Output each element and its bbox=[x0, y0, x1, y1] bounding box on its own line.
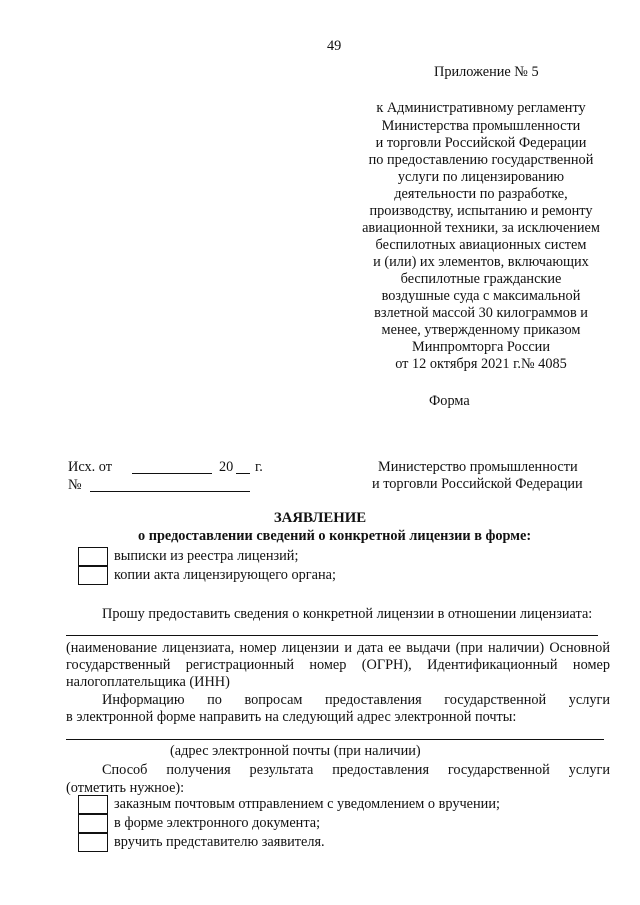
option-copy-checkbox[interactable] bbox=[78, 566, 108, 585]
option-extract-label: выписки из реестра лицензий; bbox=[114, 548, 299, 564]
ref-year-field[interactable] bbox=[236, 473, 250, 474]
document-subtitle: о предоставлении сведений о конкретной лицензии в форме: bbox=[138, 528, 532, 544]
method-line: (отметить нужное): bbox=[66, 780, 185, 796]
appendix-line: от 12 октября 2021 г.№ 4085 bbox=[395, 356, 567, 372]
info-line: в электронной форме направить на следующий адрес электронной почты: bbox=[66, 709, 517, 725]
page-number: 49 bbox=[327, 38, 342, 54]
ref-number-field[interactable] bbox=[90, 491, 250, 492]
request-text: Прошу предоставить сведения о конкретной лицензии в отношении лицензиата: bbox=[102, 606, 593, 622]
appendix-line: менее, утвержденному приказом bbox=[381, 322, 581, 338]
appendix-line: по предоставлению государственной bbox=[368, 152, 594, 168]
email-field[interactable] bbox=[66, 739, 604, 740]
appendix-line: производству, испытанию и ремонту bbox=[369, 203, 593, 219]
appendix-line: деятельности по разработке, bbox=[394, 186, 568, 202]
addressee-line-2: и торговли Российской Федерации bbox=[372, 476, 583, 492]
ref-date-label: Исх. от bbox=[68, 459, 112, 475]
appendix-line: и (или) их элементов, включающих bbox=[373, 254, 589, 270]
appendix-line: Министерства промышленности bbox=[381, 118, 581, 134]
method-mail-checkbox[interactable] bbox=[78, 795, 108, 814]
licensee-field[interactable] bbox=[66, 635, 598, 636]
appendix-line: и торговли Российской Федерации bbox=[375, 135, 587, 151]
method-representative-label: вручить представителю заявителя. bbox=[114, 834, 325, 850]
appendix-line: Минпромторга России bbox=[412, 339, 550, 355]
method-electronic-checkbox[interactable] bbox=[78, 814, 108, 833]
form-label: Форма bbox=[429, 393, 470, 409]
licensee-hint-line: государственный регистрационный номер (ОГРН), Идентификационный номер bbox=[66, 657, 610, 673]
method-line: Способ получения результата предоставления государственной услуги bbox=[102, 762, 610, 778]
appendix-line: беспилотных авиационных систем bbox=[375, 237, 587, 253]
info-line: Информацию по вопросам предоставления государственной услуги bbox=[102, 692, 610, 708]
appendix-title: Приложение № 5 bbox=[434, 64, 539, 80]
appendix-line: взлетной массой 30 килограммов и bbox=[374, 305, 588, 321]
option-copy-label: копии акта лицензирующего органа; bbox=[114, 567, 336, 583]
option-extract-checkbox[interactable] bbox=[78, 547, 108, 566]
appendix-line: воздушные суда с максимальной bbox=[381, 288, 581, 304]
ref-date-field[interactable] bbox=[132, 473, 212, 474]
addressee-line-1: Министерство промышленности bbox=[378, 459, 578, 475]
ref-year-prefix: 20 bbox=[219, 459, 234, 475]
ref-number-label: № bbox=[68, 477, 82, 493]
licensee-hint-line: (наименование лицензиата, номер лицензии и дата ее выдачи (при наличии) Основной bbox=[66, 640, 610, 656]
ref-year-suffix: г. bbox=[255, 459, 263, 475]
email-hint: (адрес электронной почты (при наличии) bbox=[170, 743, 421, 759]
appendix-line: услуги по лицензированию bbox=[397, 169, 565, 185]
method-representative-checkbox[interactable] bbox=[78, 833, 108, 852]
licensee-hint-line: налогоплательщика (ИНН) bbox=[66, 674, 230, 690]
document-title: ЗАЯВЛЕНИЕ bbox=[273, 510, 367, 526]
method-mail-label: заказным почтовым отправлением с уведомлением о вручении; bbox=[114, 796, 500, 812]
appendix-line: авиационной техники, за исключением bbox=[362, 220, 600, 236]
method-electronic-label: в форме электронного документа; bbox=[114, 815, 321, 831]
appendix-line: беспилотные гражданские bbox=[400, 271, 562, 287]
appendix-line: к Административному регламенту bbox=[376, 100, 586, 116]
